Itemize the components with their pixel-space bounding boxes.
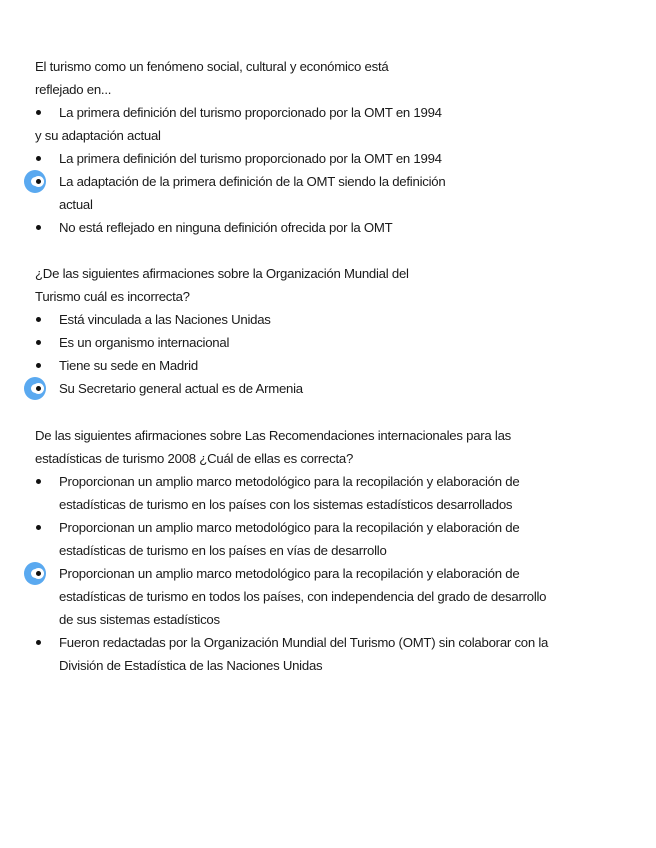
option-text: estadísticas de turismo en todos los países, con independencia del grado de desarrollo	[59, 589, 547, 604]
question-1-prompt-line-2: reflejado en...	[35, 82, 112, 97]
question-3-prompt-line-1: De las siguientes afirmaciones sobre Las Recomendaciones internacionales para las	[35, 428, 512, 443]
selected-radio-icon	[35, 377, 45, 400]
question-2-option-2[interactable]	[35, 331, 625, 354]
option-text: No está reflejado en ninguna definición ofrecida por la OMT	[59, 220, 393, 235]
option-text: Fueron redactadas por la Organización Mundial del Turismo (OMT) sin colaborar con la	[59, 635, 549, 650]
question-3-option-3-selected[interactable]	[35, 562, 625, 631]
question-2	[35, 262, 625, 400]
option-text: Tiene su sede en Madrid	[59, 358, 198, 373]
question-2-option-1[interactable]	[35, 308, 625, 331]
option-text: estadísticas de turismo en los países en vías de desarrollo	[59, 543, 387, 558]
question-3	[35, 424, 625, 677]
option-text: La adaptación de la primera definición de la OMT siendo la definición	[59, 174, 446, 189]
selected-radio-icon	[35, 170, 45, 193]
option-text: Está vinculada a las Naciones Unidas	[59, 312, 271, 327]
option-text: Proporcionan un amplio marco metodológico para la recopilación y elaboración de	[59, 474, 520, 489]
bullet-icon	[35, 354, 45, 377]
question-1-prompt	[35, 55, 625, 101]
bullet-icon	[35, 308, 45, 331]
question-1-option-1[interactable]	[35, 101, 625, 147]
selected-radio-icon	[35, 562, 45, 585]
question-2-prompt-line-2: Turismo cuál es incorrecta?	[35, 289, 190, 304]
question-3-prompt-line-2: estadísticas de turismo 2008 ¿Cuál de ellas es correcta?	[35, 451, 354, 466]
option-text-continuation: y su adaptación actual	[35, 128, 161, 143]
bullet-icon	[35, 216, 45, 239]
option-text: La primera definición del turismo proporcionado por la OMT en 1994	[59, 151, 442, 166]
question-2-option-4-selected[interactable]	[35, 377, 625, 400]
bullet-icon	[35, 516, 45, 539]
question-2-prompt	[35, 262, 625, 308]
question-3-option-2[interactable]	[35, 516, 625, 562]
question-2-option-3[interactable]	[35, 354, 625, 377]
question-3-option-1[interactable]	[35, 470, 625, 516]
question-3-option-4[interactable]	[35, 631, 625, 677]
option-text: Es un organismo internacional	[59, 335, 230, 350]
question-1-option-3-selected[interactable]	[35, 170, 625, 216]
bullet-icon	[35, 631, 45, 654]
option-text: Su Secretario general actual es de Armenia	[59, 381, 303, 396]
option-text: Proporcionan un amplio marco metodológico para la recopilación y elaboración de	[59, 520, 520, 535]
bullet-icon	[35, 470, 45, 493]
option-text: estadísticas de turismo en los países con los sistemas estadísticos desarrollados	[59, 497, 513, 512]
option-text: Proporcionan un amplio marco metodológico para la recopilación y elaboración de	[59, 566, 520, 581]
question-1-prompt-line-1: El turismo como un fenómeno social, cultural y económico está	[35, 59, 389, 74]
option-text: División de Estadística de las Naciones Unidas	[59, 658, 323, 673]
option-text: actual	[59, 197, 93, 212]
bullet-icon	[35, 101, 45, 124]
question-2-prompt-line-1: ¿De las siguientes afirmaciones sobre la Organización Mundial del	[35, 266, 409, 281]
bullet-icon	[35, 147, 45, 170]
option-text: de sus sistemas estadísticos	[59, 612, 220, 627]
question-1-option-2[interactable]	[35, 147, 625, 170]
bullet-icon	[35, 331, 45, 354]
question-1	[35, 55, 625, 239]
question-3-prompt	[35, 424, 625, 470]
option-text: La primera definición del turismo proporcionado por la OMT en 1994	[59, 105, 442, 120]
question-1-option-4[interactable]	[35, 216, 625, 239]
